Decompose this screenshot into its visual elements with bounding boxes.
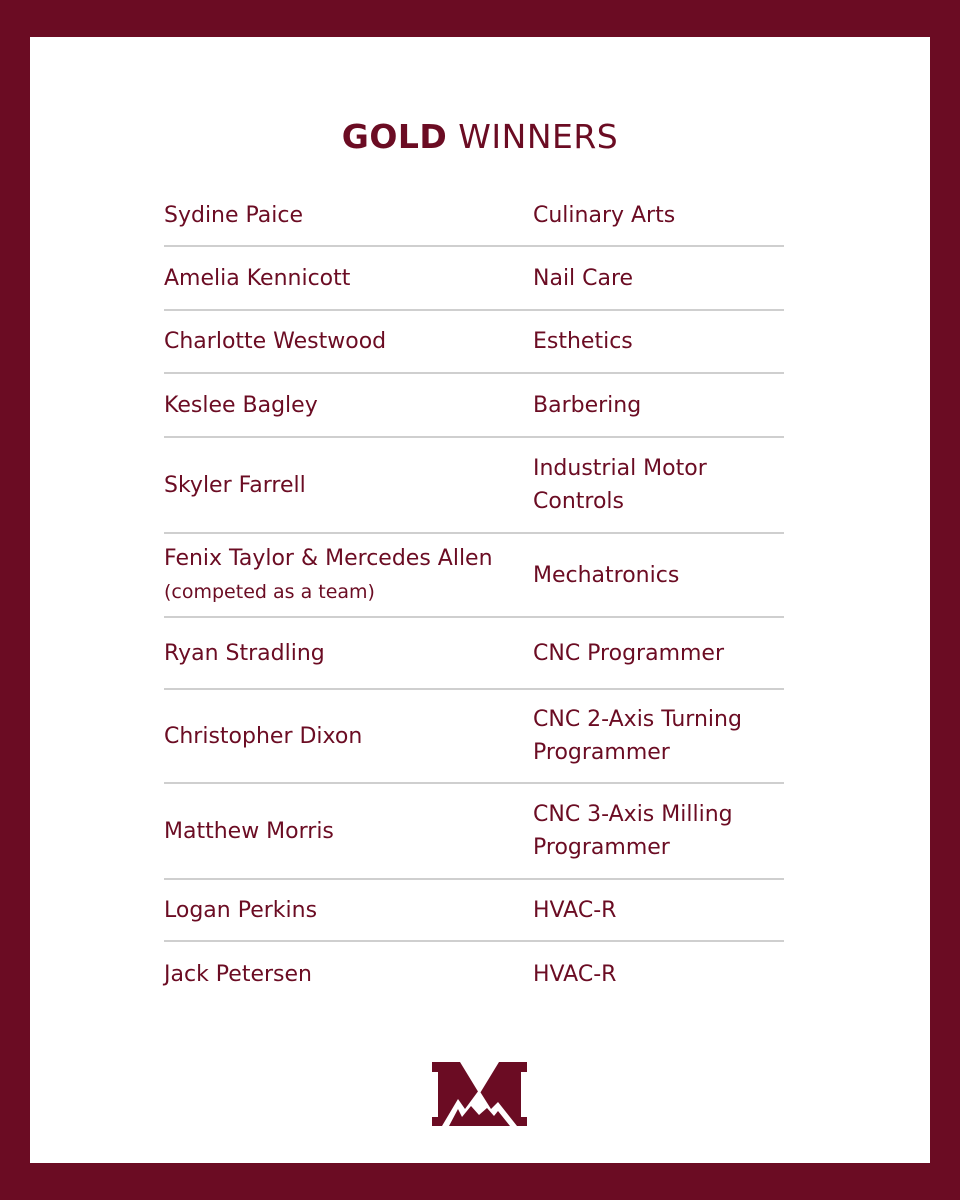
winner-category: Esthetics (533, 329, 633, 354)
winner-name: Charlotte Westwood (164, 329, 387, 354)
winner-category: CNC 3-Axis Milling Programmer (533, 802, 733, 860)
winner-category: CNC Programmer (533, 640, 725, 666)
winner-category: CNC 2-Axis Turning Programmer (533, 707, 742, 765)
winner-name-block (164, 542, 533, 609)
winner-row (164, 186, 784, 247)
winner-name: Christopher Dixon (164, 723, 363, 749)
winner-category: Barbering (533, 392, 642, 418)
winner-row (164, 247, 784, 311)
winner-name: Fenix Taylor & Mercedes Allen (164, 545, 493, 571)
winner-category: Mechatronics (533, 562, 680, 588)
winner-note: (competed as a team) (164, 580, 375, 603)
winner-row (164, 311, 784, 374)
winner-category: Nail Care (533, 265, 634, 291)
winner-row (164, 690, 784, 784)
winner-name: Amelia Kennicott (164, 265, 351, 291)
winner-category: Industrial Motor Controls (533, 456, 707, 514)
winner-row (164, 438, 784, 534)
winner-row (164, 374, 784, 438)
winner-name: Sydine Paice (164, 203, 304, 228)
winners-table (164, 186, 784, 1006)
mountain-m-logo-icon (432, 1062, 527, 1126)
winner-category: HVAC-R (533, 961, 617, 987)
winner-row (164, 534, 784, 618)
winner-name: Jack Petersen (164, 961, 312, 987)
winner-category: HVAC-R (533, 897, 617, 923)
winner-row (164, 618, 784, 690)
winner-name: Matthew Morris (164, 818, 334, 844)
title-rest: WINNERS (458, 117, 619, 156)
winner-name: Skyler Farrell (164, 472, 306, 498)
title-strong: GOLD (341, 117, 448, 156)
page-title (0, 112, 960, 162)
winner-name: Ryan Stradling (164, 640, 325, 666)
winner-row (164, 880, 784, 942)
winner-row (164, 784, 784, 880)
winner-name: Keslee Bagley (164, 392, 318, 418)
winner-category: Culinary Arts (533, 203, 676, 228)
winner-row (164, 942, 784, 1006)
winner-name: Logan Perkins (164, 897, 318, 923)
